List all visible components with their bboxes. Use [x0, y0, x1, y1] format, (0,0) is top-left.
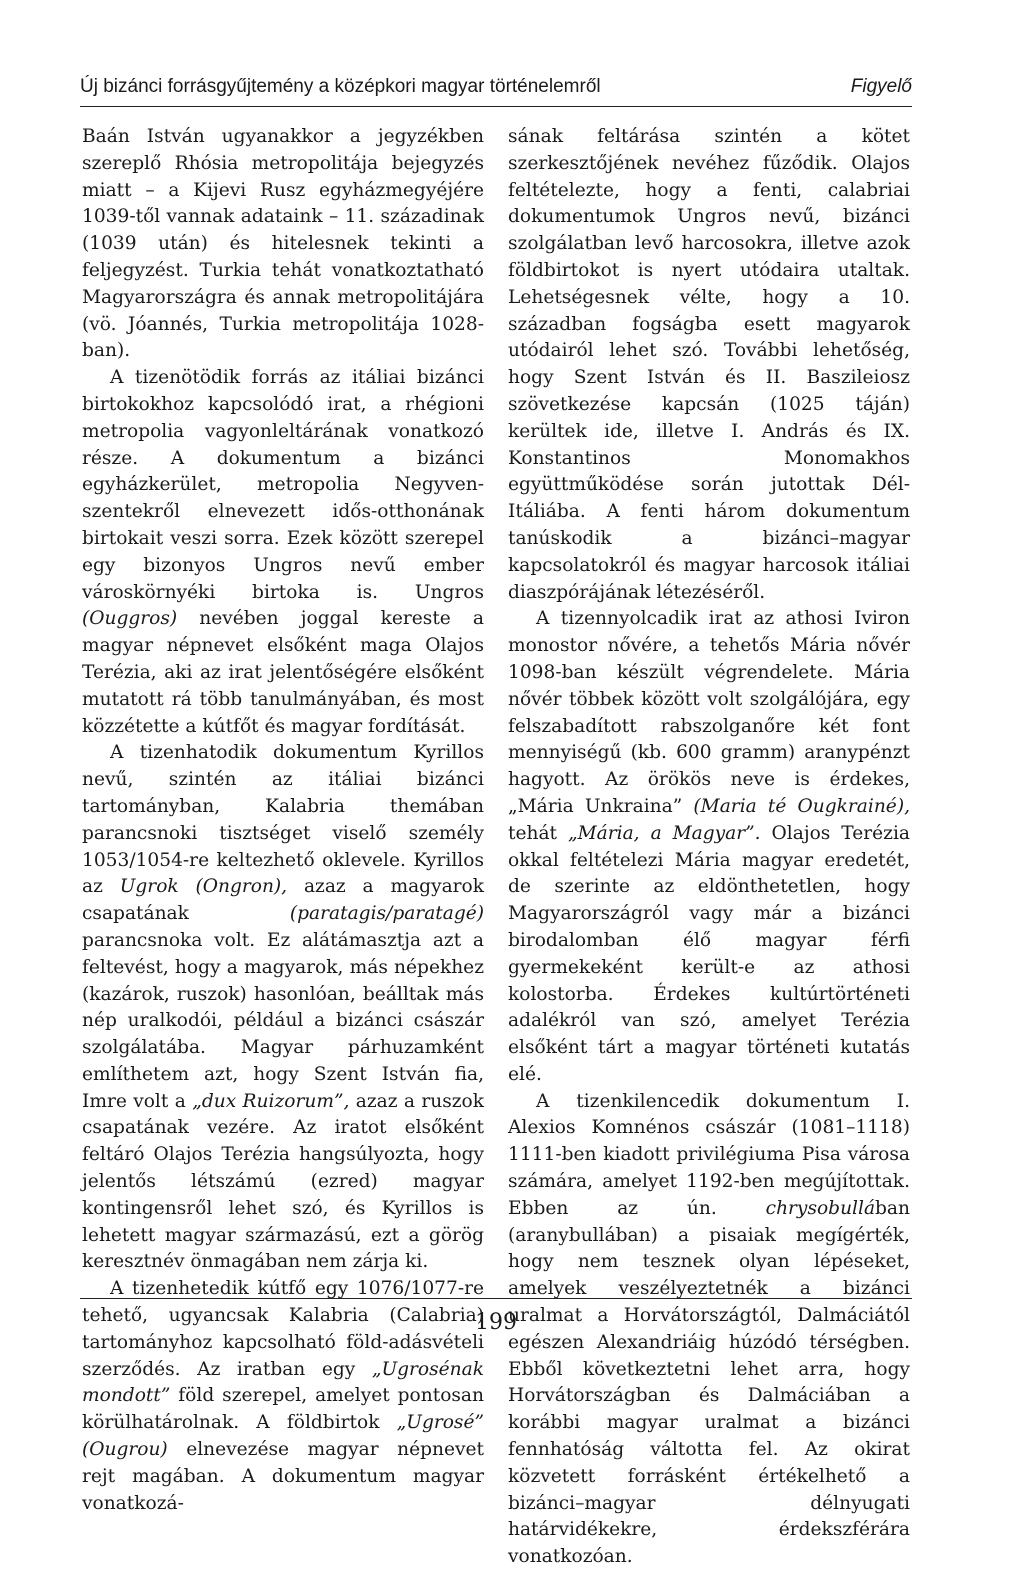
running-header: [80, 72, 912, 107]
book-page: [80, 72, 912, 1568]
right-column: [508, 124, 910, 1571]
paragraph: A tizenkilencedik dokumentum I. Alexios Komnénos császár (1081–1118) 1111-ben kiadott privilégiuma Pisa városa számára, amelyet 1192-ben megújítottak. Ebben az ún. chrysobullában (aranybullában) a pisaiak megígérték, hogy nem tesznek olyan lépéseket, amelyek veszélyeztetnék a bizánci uralmat a Horvátországtól, Dalmáciától egészen Alexandriáig húzódó térségben. Ebből következtetni lehet arra, hogy Horvátországban és Dalmáciában a korábbi magyar uralmat a bizánci fennhatóság váltotta fel. Az okirat közvetett forrásként értékelhető a bizánci–magyar délnyugati határvidékekre, érdekszférára vonatkozóan.: [508, 1090, 910, 1568]
paragraph: Baán István ugyanakkor a jegyzékben szereplő Rhósia metropolitája bejegyzés miatt – a Kijevi Rusz egyházmegyéjére 1039-től vannak adataink – 11. századinak (1039 után) és hitelesnek tekinti a feljegyzést. Turkia tehát vonatkoztatható Magyarországra és annak metropolitájára (vö. Jóannés, Turkia metropolitája 1028-ban).: [82, 126, 484, 362]
paragraph: A tizenhatodik dokumentum Kyrillos nevű, szintén az itáliai bizánci tartományban, Kalabria themában parancsnoki tisztséget viselő személy 1053/1054-re keltezhető oklevele. Kyrillos az Ugrok (Ongron), azaz a magyarok csapatának (paratagis/paratagé) parancsnoka volt. Ez alátámasztja azt a feltevést, hogy a magyarok, más népekhez (kazárok, ruszok) hasonlóan, beálltak más nép uralkodói, például a bizánci császár szolgálatába. Magyar párhuzamként említhetem azt, hogy Szent István fia, Imre volt a „dux Ruizorum”, azaz a ruszok csapatának vezére. Az iratot elsőként feltáró Olajos Terézia hangsúlyozta, hogy jelentős létszámú (ezred) magyar kontingensről lehet szó, és Kyrillos is lehetett magyar származású, ezt a görög keresztnév önmagában nem zárja ki.: [82, 742, 485, 1273]
footer-rule: [80, 1298, 912, 1299]
paragraph: A tizenhetedik kútfő egy 1076/1077-re tehető, ugyancsak Kalabria (Calabria) tartományhoz kapcsolható föld-adásvételi szerződés. Az iratban egy „Ugrosénak mondott” föld szerepel, amelyet pontosan körülhatárolnak. A földbirtok „Ugrosé” (Ougrou) elnevezése magyar népnevet rejt magában. A dokumentum magyar vonatkozá-: [82, 1278, 484, 1514]
section-label: Figyelő: [850, 76, 912, 97]
running-title: Új bizánci forrásgyűjtemény a középkori magyar történelemről: [80, 76, 601, 97]
paragraph: A tizennyolcadik irat az athosi Iviron monostor nővére, a tehetős Mária nővér 1098-ban készült végrendelete. Mária nővér többek között volt szolgálójára, egy felszabadított rabszolganőre két font mennyiségű (kb. 600 gramm) aranypénzt hagyott. Az örökös neve is érdekes, „Mária Unkraina” (Maria té Ougkrainé), tehát „Mária, a Magyar”. Olajos Terézia okkal feltételezi Mária magyar eredetét, de szerinte az eldönthetetlen, hogy Magyarországról vagy már a bizánci birodalomban élő magyar férfi gyermekeként került-e az athosi kolostorba. Érdekes kultúrtörténeti adalékról van szó, amelyet Terézia elsőként tárt a magyar történeti kutatás elé.: [508, 608, 910, 1085]
paragraph: sának feltárása szintén a kötet szerkesztőjének nevéhez fűződik. Olajos feltételezte, hogy a fenti, calabriai dokumentumok Ungros nevű, bizánci szolgálatban levő harcosokra, illetve azok földbirtokot is nyert utódaira utaltak. Lehetségesnek vélte, hogy a 10. században fogságba esett magyarok utódairól lehet szó. További lehetőség, hogy Szent István és II. Baszileiosz szövetkezése kapcsán (1025 táján) kerültek ide, illetve I. András és IX. Konstantinos Monomakhos együttműködése során jutottak Dél-Itáliába. A fenti három dokumentum tanúskodik a bizánci–magyar kapcsolatokról és magyar harcosok itáliai diaszpórájának létezéséről.: [508, 126, 910, 603]
page-number: 199: [475, 1310, 517, 1335]
paragraph: A tizenötödik forrás az itáliai bizánci birtokokhoz kapcsolódó irat, a rhégioni metropolia vagyonleltárának vonatkozó része. A dokumentum a bizánci egyházkerület, metropolia Negyven-szentekről elnevezett idős-otthonának birtokait veszi sorra. Ezek között szerepel egy bizonyos Ungros nevű ember városkörnyéki birtoka is. Ungros (Ouggros) nevében joggal kereste a magyar népnevet elsőként maga Olajos Terézia, aki az irat jelentőségére elsőként mutatott rá több tanulmányában, és most közzétette a kútfőt és magyar fordítását.: [82, 367, 484, 737]
